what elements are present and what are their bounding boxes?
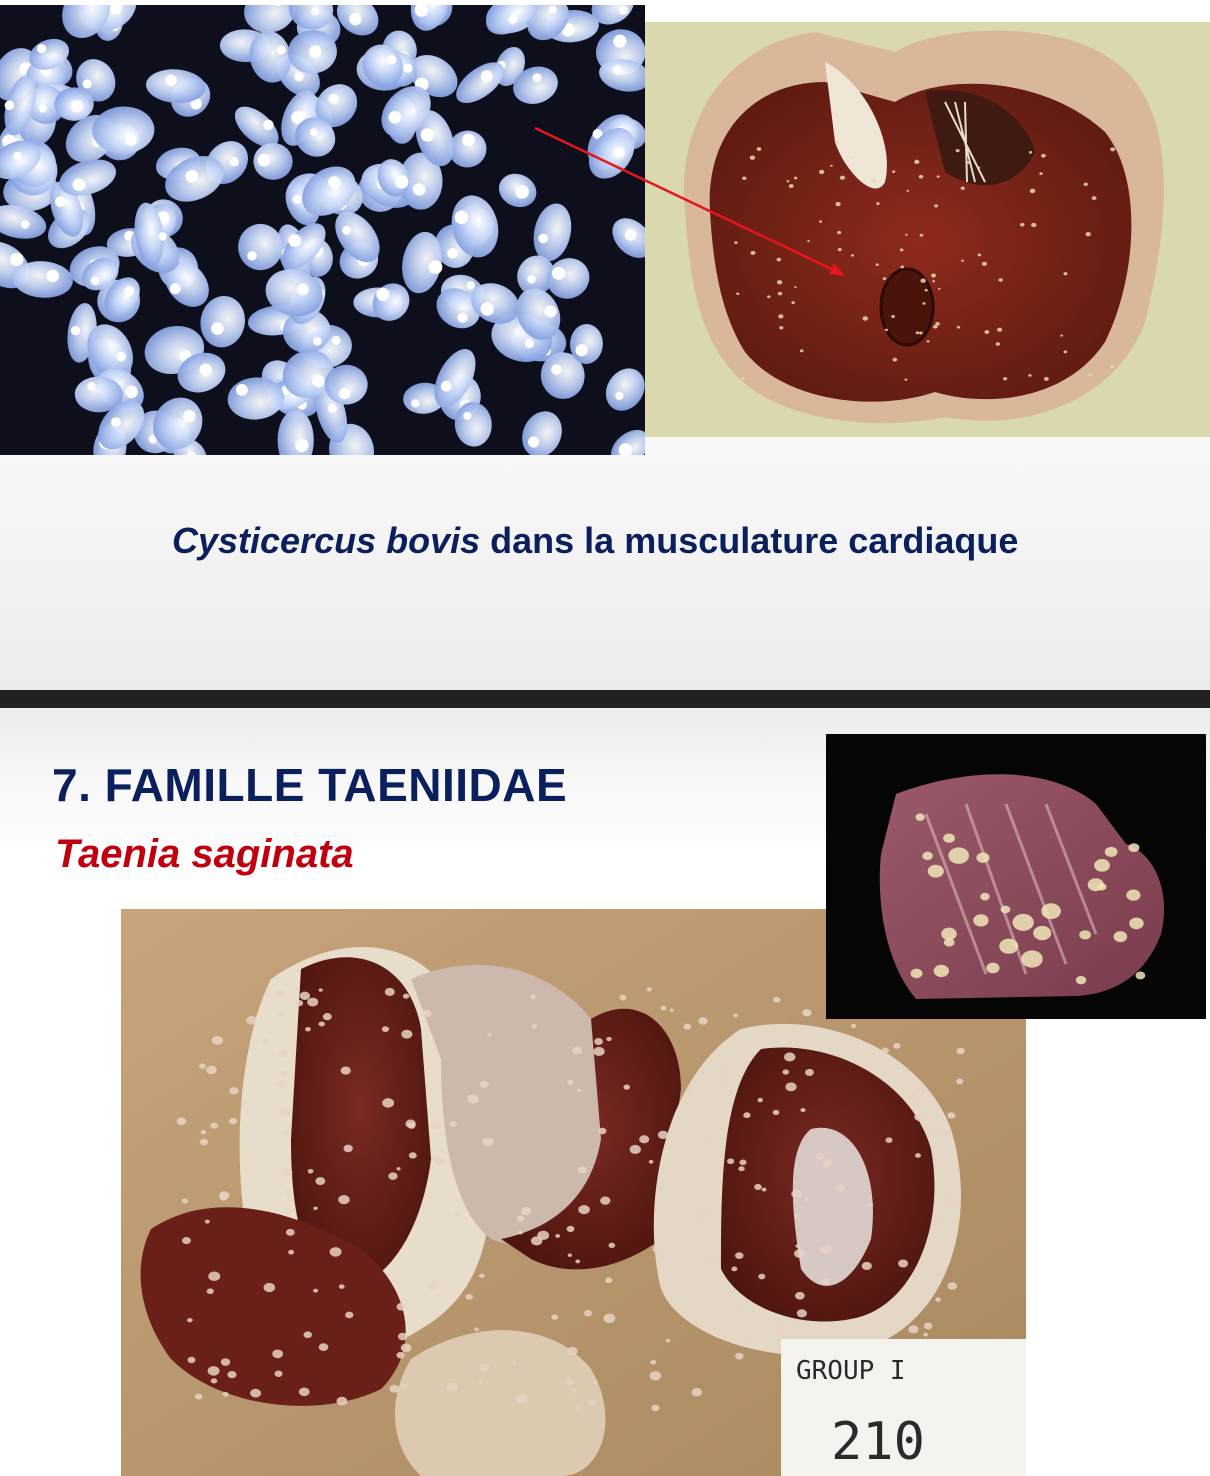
cysts-photo bbox=[0, 5, 645, 455]
figure-caption bbox=[172, 520, 1018, 562]
caption-species: Cysticercus bovis bbox=[172, 520, 481, 561]
section-title: 7. FAMILLE TAENIIDAE bbox=[52, 759, 568, 811]
caption-text: dans la musculature cardiaque bbox=[480, 520, 1019, 561]
slide-separator bbox=[0, 690, 1210, 708]
slide-top bbox=[0, 0, 1210, 690]
specimen-card-line2: 210 bbox=[831, 1412, 925, 1472]
muscle-sample-photo bbox=[826, 734, 1206, 1019]
heart-section-photo bbox=[645, 22, 1210, 437]
species-subtitle: Taenia saginata bbox=[55, 832, 354, 876]
specimen-card-line1: GROUP I bbox=[796, 1356, 906, 1386]
